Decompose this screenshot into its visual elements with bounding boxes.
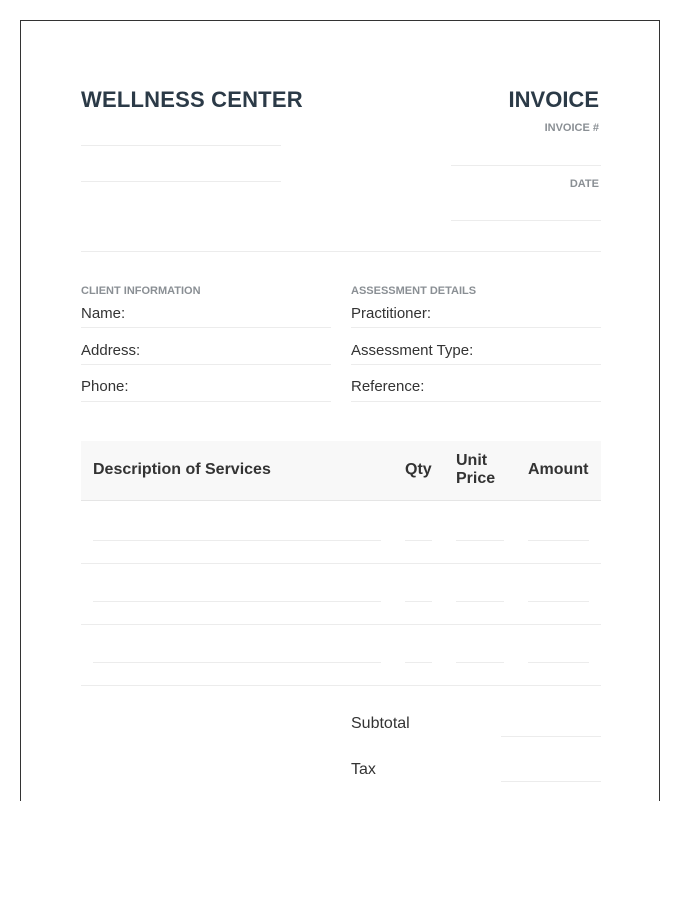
practitioner-field[interactable] — [351, 327, 601, 328]
description-header: Description of Services — [93, 461, 271, 478]
services-table-header — [81, 441, 601, 501]
assessment-type-field[interactable] — [351, 364, 601, 365]
client-phone-field[interactable] — [81, 401, 331, 402]
unit-price-header — [456, 452, 495, 488]
company-address-line-2 — [81, 181, 281, 182]
reference-field[interactable] — [351, 401, 601, 402]
company-address-line-1 — [81, 145, 281, 146]
client-address-label: Address: — [81, 342, 141, 359]
amount-header: Amount — [528, 461, 589, 478]
reference-label: Reference: — [351, 378, 425, 395]
row-2-divider — [81, 624, 601, 625]
unit-price-header-line-2: Price — [456, 470, 496, 487]
company-name: WELLNESS CENTER — [81, 87, 303, 112]
qty-header: Qty — [405, 461, 432, 478]
invoice-number-label: INVOICE # — [544, 122, 599, 134]
row-2-qty-field[interactable] — [405, 601, 432, 602]
assessment-type-label: Assessment Type: — [351, 342, 474, 359]
row-3-description-field[interactable] — [93, 662, 381, 663]
row-2-description-field[interactable] — [93, 601, 381, 602]
row-1-qty-field[interactable] — [405, 540, 432, 541]
header-divider — [81, 251, 601, 252]
date-label: DATE — [569, 178, 599, 190]
date-field[interactable] — [451, 220, 601, 221]
row-1-amount-field[interactable] — [528, 540, 589, 541]
client-phone-label: Phone: — [81, 378, 129, 395]
tax-field[interactable] — [501, 781, 601, 782]
client-address-field[interactable] — [81, 364, 331, 365]
row-1-description-field[interactable] — [93, 540, 381, 541]
subtotal-label: Subtotal — [351, 715, 410, 732]
practitioner-label: Practitioner: — [351, 305, 432, 322]
client-info-title: CLIENT INFORMATION — [81, 285, 201, 297]
invoice-page — [20, 20, 660, 801]
row-2-amount-field[interactable] — [528, 601, 589, 602]
assessment-details-title: ASSESSMENT DETAILS — [351, 285, 477, 297]
row-3-unit-price-field[interactable] — [456, 662, 504, 663]
client-name-label: Name: — [81, 305, 126, 322]
client-name-field[interactable] — [81, 327, 331, 328]
document-title: INVOICE — [508, 87, 599, 112]
subtotal-field[interactable] — [501, 736, 601, 737]
unit-price-header-line-1: Unit — [456, 452, 488, 469]
row-1-unit-price-field[interactable] — [456, 540, 504, 541]
row-2-unit-price-field[interactable] — [456, 601, 504, 602]
row-3-amount-field[interactable] — [528, 662, 589, 663]
row-1-divider — [81, 563, 601, 564]
row-3-divider — [81, 685, 601, 686]
invoice-number-field[interactable] — [451, 165, 601, 166]
tax-label: Tax — [351, 761, 376, 778]
row-3-qty-field[interactable] — [405, 662, 432, 663]
